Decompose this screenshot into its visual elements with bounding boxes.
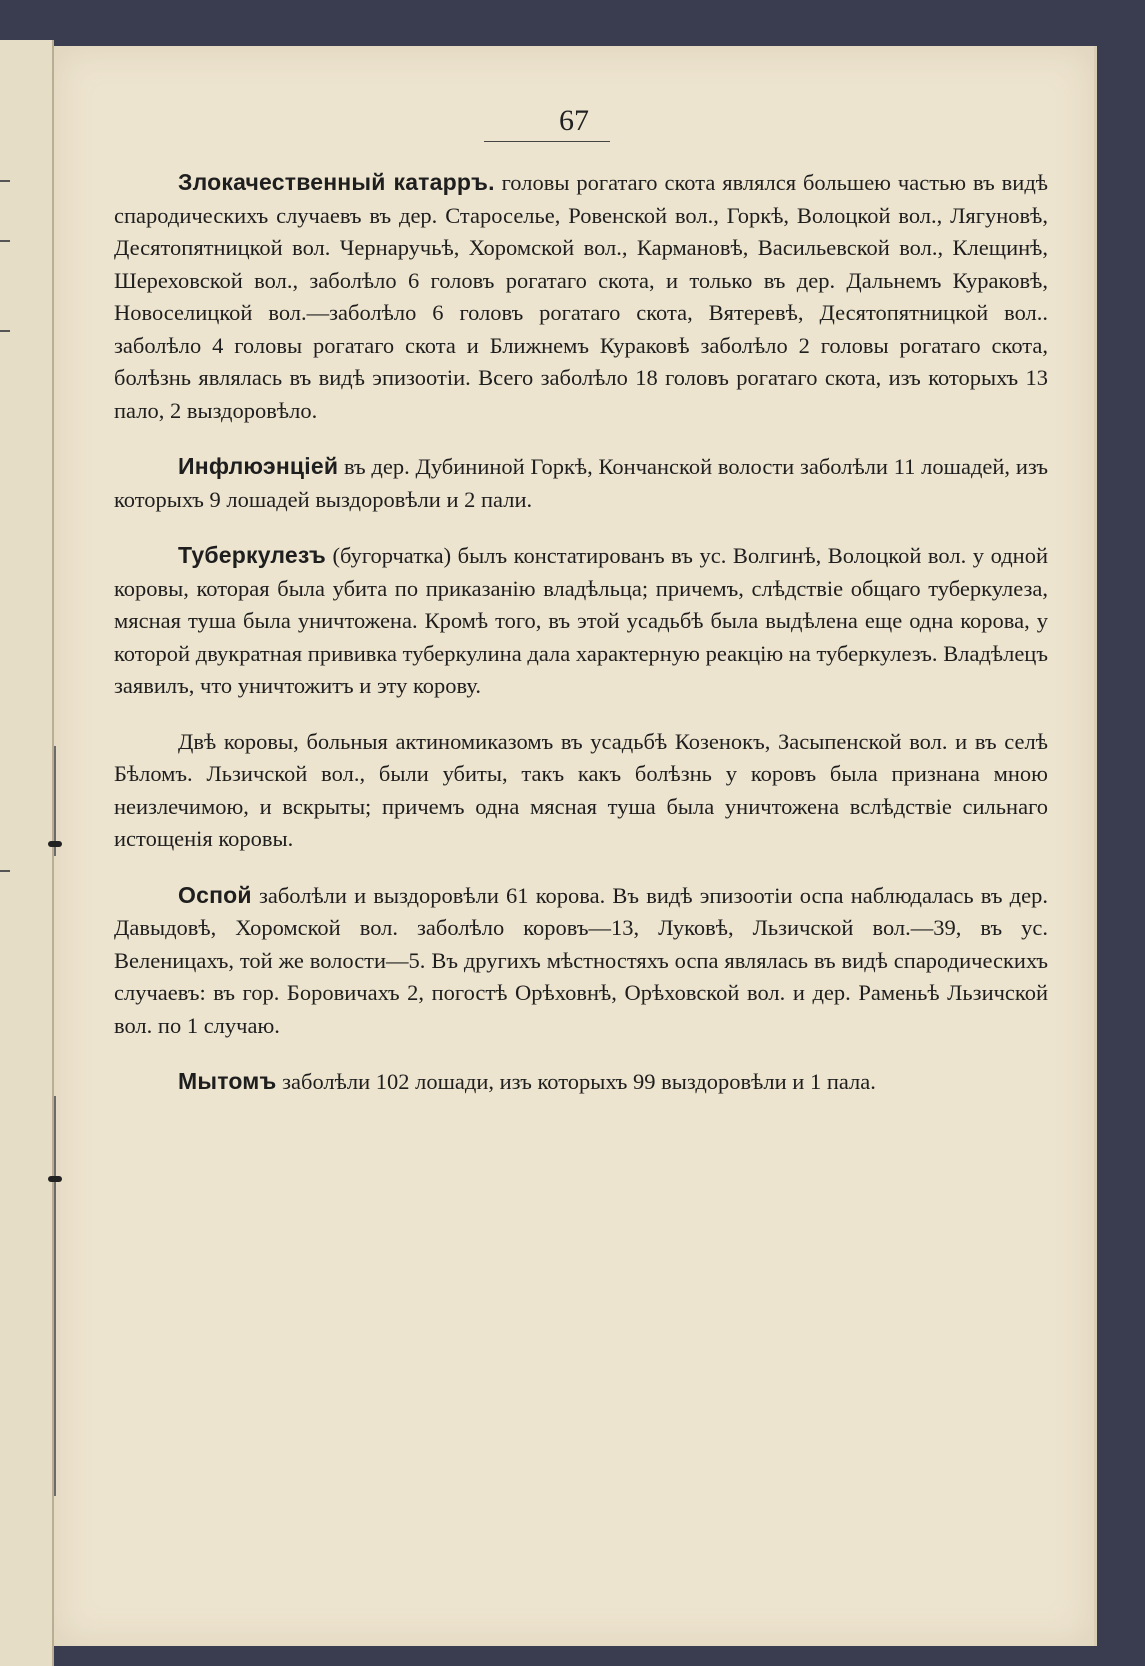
paragraph-strangles (114, 1065, 1048, 1099)
paragraph-text: въ дер. Дубининой Горкѣ, Кончанской волости заболѣли 11 лошадей, изъ которыхъ 9 лошадей выздоровѣли и 2 пали. (114, 454, 1048, 512)
term-smallpox: Оспой (178, 881, 252, 908)
paragraph-tuberculosis (114, 539, 1048, 703)
left-page-mark (0, 180, 10, 182)
binding-thread (54, 746, 56, 856)
paragraph-text: Двѣ коровы, больныя актиномиказомъ въ усадьбѣ Козенокъ, Засыпенской вол. и въ селѣ Бѣломъ. Льзичской вол., были убиты, такъ какъ болѣзнь у коровъ была признана мною неизлечимою, и вскрыты; причемъ одна мясная туша была уничтожена вслѣдствіе сильнаго истощенія коровы. (114, 728, 1048, 851)
paragraph-catarrh (114, 166, 1048, 427)
paragraph-influenza (114, 450, 1048, 516)
binding-knot (48, 1176, 62, 1182)
paragraph-text: головы рогатаго скота являлся большею частью въ видѣ спародическихъ случаевъ въ дер. Староселье, Ровенской вол., Горкѣ, Волоцкой вол., Лягуновѣ, Десятопятницкой вол. Чернаручьѣ, Хоромской вол., Кармановѣ, Васильевской вол., Клещинѣ, Шереховской вол., заболѣло 6 головъ рогатаго скота, и только въ дер. Дальнемъ Кураковѣ, Новоселицкой вол.—заболѣло 6 головъ рогатаго скота, Вятеревѣ, Десятопятницкой вол.. заболѣло 4 головы рогатаго скота и Ближнемъ Кураковѣ заболѣло 2 головы рогатаго скота, болѣзнь являлась въ видѣ эпизоотіи. Всего заболѣло 18 головъ рогатаго скота, изъ которыхъ 13 пало, 2 выздоровѣло. (114, 170, 1049, 423)
term-influenza: Инфлюэнціей (178, 453, 339, 479)
book-page (54, 46, 1097, 1646)
paragraph-text: заболѣли и выздоровѣли 61 корова. Въ видѣ эпизоотіи оспа наблюдалась въ дер. Давыдовѣ, Хоромской вол. заболѣло коровъ—13, Луковѣ, Льзичской вол.—39, въ ус. Веленицахъ, той же волости—5. Въ другихъ мѣстностяхъ оспа являлась въ видѣ спародическихъ случаевъ: въ гор. Боровичахъ 2, погостѣ Орѣховнѣ, Орѣховской вол. и дер. Раменьѣ Льзичской вол. по 1 случаю. (114, 882, 1048, 1038)
left-page-mark (0, 240, 10, 242)
paragraph-text: заболѣли 102 лошади, изъ которыхъ 99 выздоровѣли и 1 пала. (276, 1069, 876, 1094)
left-page-mark (0, 330, 10, 332)
page-body (114, 166, 1048, 1122)
binding-thread (54, 1096, 56, 1496)
paragraph-text: (бугорчатка) былъ констатированъ въ ус. Волгинѣ, Волоцкой вол. у одной коровы, которая была убита по приказанію владѣльца; причемъ, слѣдствіе общаго туберкулеза, мясная туша была уничтожена. Кромѣ того, въ этой усадьбѣ была выдѣлена еще одна корова, у которой двукратная прививка туберкулина дала характерную реакцію на туберкулезъ. Владѣлецъ заявилъ, что уничтожитъ и эту корову. (114, 543, 1048, 698)
left-page-edge (0, 40, 54, 1666)
page-number: 67 (559, 104, 589, 137)
paragraph-smallpox (114, 879, 1048, 1043)
term-catarrh: Злокачественный катарръ. (178, 169, 495, 195)
binding-knot (48, 841, 62, 847)
term-strangles: Мытомъ (178, 1068, 277, 1094)
left-page-mark (0, 870, 10, 872)
paragraph-actinomycosis (114, 726, 1048, 856)
page-number-rule (484, 141, 610, 142)
term-tuberculosis: Туберкулезъ (178, 542, 326, 568)
